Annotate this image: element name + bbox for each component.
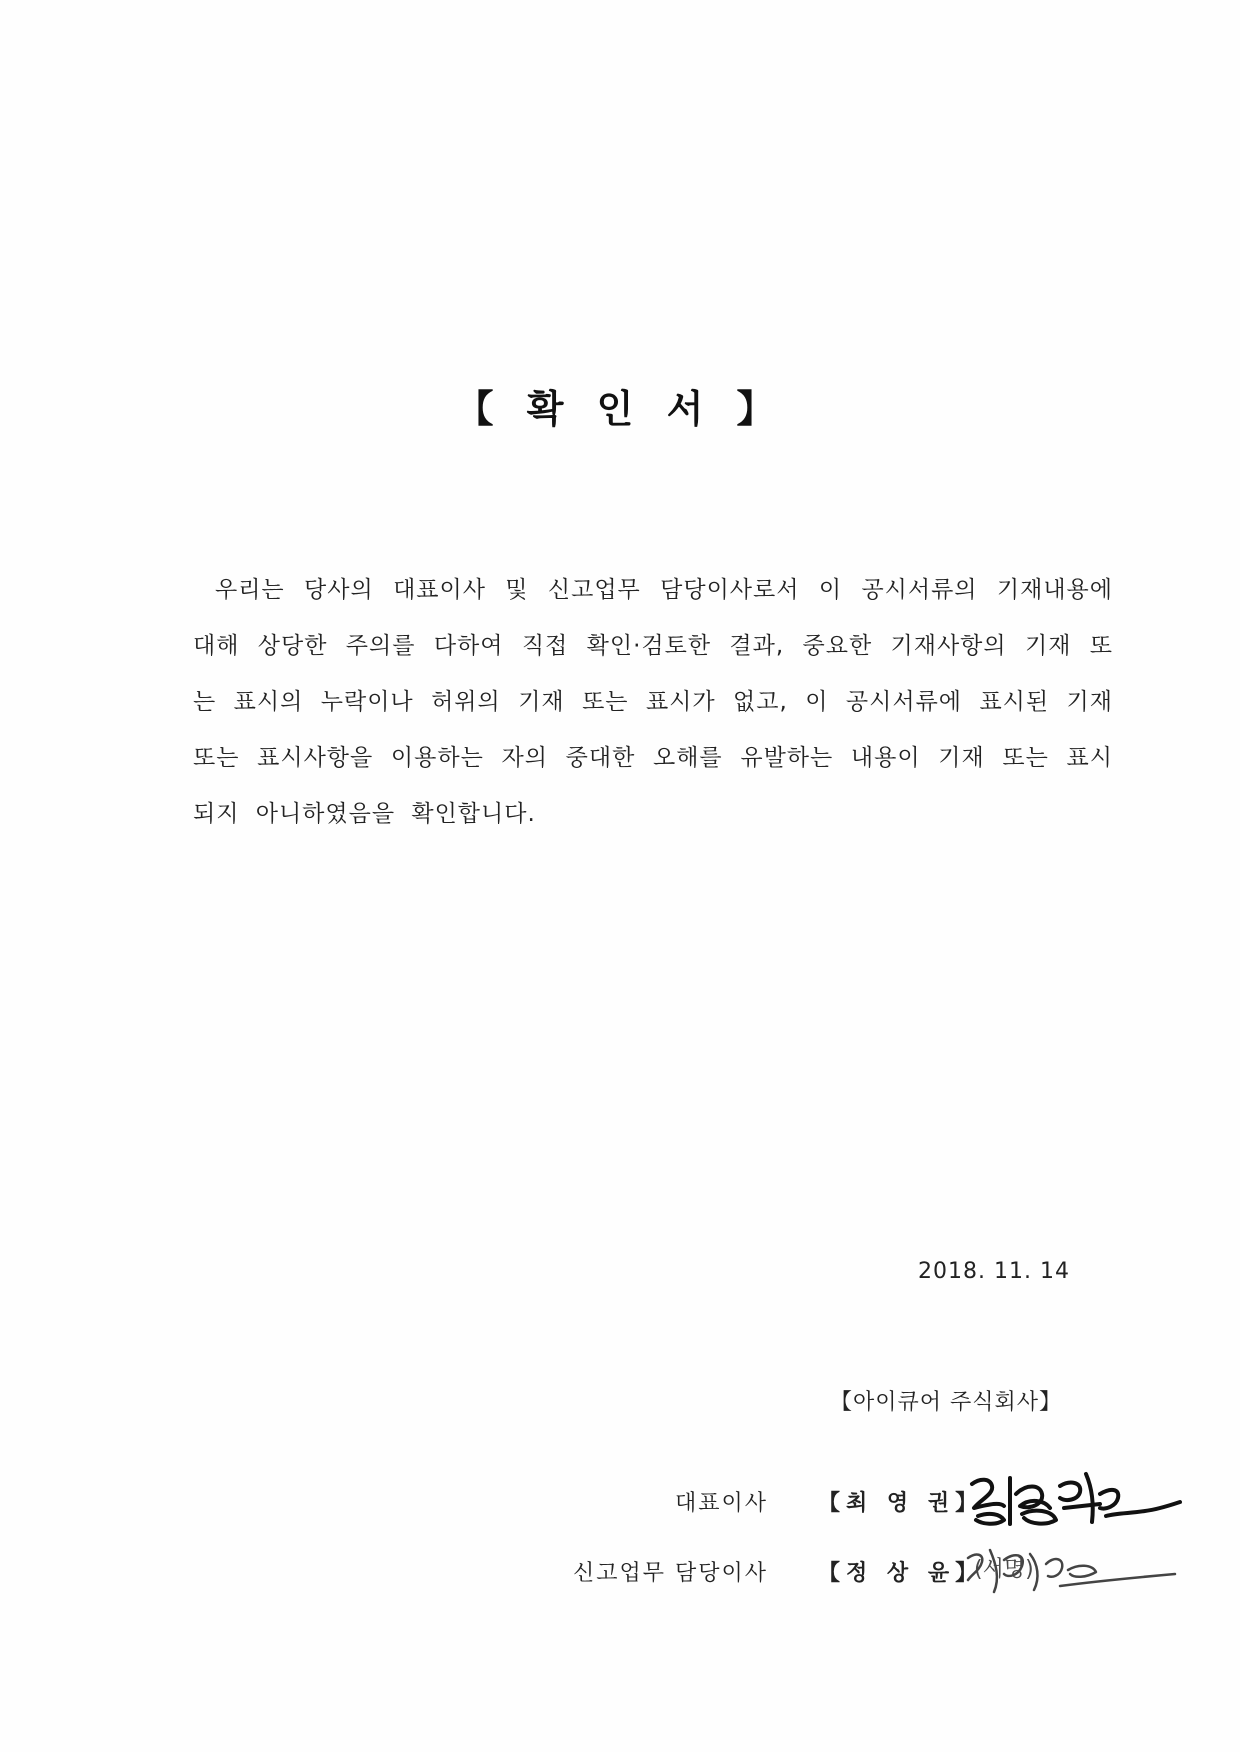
signature-ink — [960, 1464, 1190, 1534]
document-date: 2018. 11. 14 — [918, 1259, 1070, 1284]
signatory-role: 신고업무 담당이사 — [572, 1561, 768, 1586]
signatory-role: 대표이사 — [674, 1491, 768, 1516]
director-handwritten-signature — [960, 1534, 1190, 1604]
signature-placeholder-text: (서명) — [974, 1557, 1034, 1582]
ceo-handwritten-signature — [960, 1464, 1190, 1534]
signatory-name: 【정 상 윤】 — [818, 1561, 984, 1586]
confirmation-body-text: 우리는 당사의 대표이사 및 신고업무 담당이사로서 이 공시서류의 기재내용에 대해 상당한 주의를 다하여 직접 확인·검토한 결과, 중요한 기재사항의 기재 또는 표시의 누락이나 허위의 기재 또는 표시가 없고, 이 공시서류에 표시된 기재 또는 표시사항을 이용하는 자의 중대한 오해를 유발하는 내용이 기재 또는 표시되지 아니하였음을 확인합니다. — [193, 577, 1113, 827]
document-title: 【 확 인 서 】 — [455, 387, 785, 431]
signatory-row-ceo — [0, 1472, 1240, 1532]
company-name: 【아이큐어 주식회사】 — [830, 1390, 1063, 1415]
signatory-row-director — [0, 1542, 1240, 1602]
signature-ink — [960, 1534, 1190, 1604]
signatory-name: 【최 영 권】 — [818, 1491, 984, 1516]
